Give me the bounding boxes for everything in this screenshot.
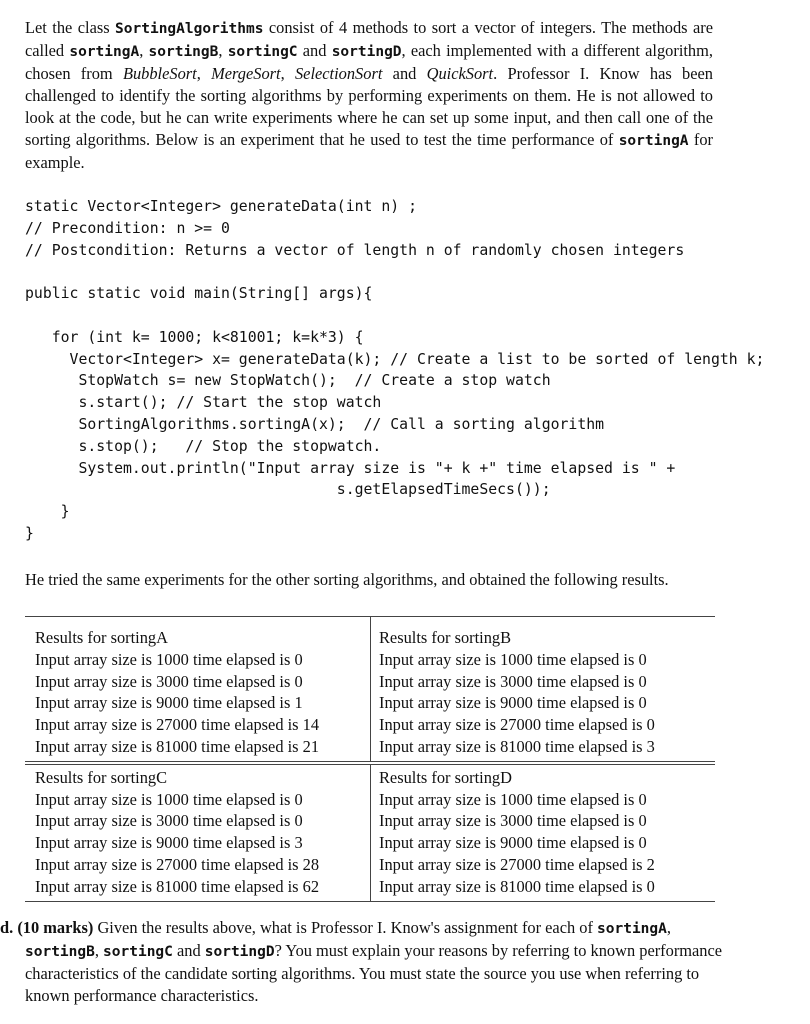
results-cell-sortingD [370, 765, 715, 901]
result-line: Input array size is 81000 time elapsed is 0 [379, 876, 655, 896]
code-line [25, 305, 764, 327]
result-line: Input array size is 27000 time elapsed is 14 [35, 715, 320, 735]
code-line: System.out.println("Input array size is "+ k +" time elapsed is " + [25, 459, 676, 477]
code-line: // Precondition: n >= 0 [25, 219, 230, 237]
result-line: Input array size is 1000 time elapsed is 0 [35, 789, 303, 809]
method-name: sortingD [331, 44, 402, 60]
intro-text: , [139, 41, 149, 60]
code-listing [25, 196, 764, 545]
code-line: } [25, 503, 70, 521]
result-line: Input array size is 9000 time elapsed is 0 [379, 693, 647, 713]
method-name: sortingD [204, 944, 275, 960]
algorithm-name: BubbleSort [122, 64, 197, 83]
results-cell-sortingB [370, 617, 715, 761]
intro-text: for example. [25, 130, 713, 172]
result-line: Input array size is 9000 time elapsed is 0 [379, 833, 647, 853]
code-line: s.getElapsedTimeSecs()); [25, 481, 551, 499]
method-name: sortingB [148, 44, 219, 60]
question-text: Given the results above, what is Professor I. Know's assignment for each of [93, 918, 598, 937]
question-text: ? You must explain your reasons by referring to known performance characteristics of the candidate sorting algorithms. You must state the source you use when referring to known performance characteristics. [25, 941, 723, 1005]
result-line: Input array size is 1000 time elapsed is 0 [379, 789, 647, 809]
result-line: Input array size is 9000 time elapsed is 1 [35, 693, 303, 713]
code-line: s.start(); // Start the stop watch [25, 394, 382, 412]
method-name: sortingC [103, 944, 173, 960]
code-line: for (int k= 1000; k<81001; k=k*3) { [25, 328, 364, 346]
question-text: and [172, 941, 205, 960]
result-line: Input array size is 27000 time elapsed is 0 [379, 715, 655, 735]
method-name: sortingA [618, 133, 689, 149]
results-title: Results for sortingB [379, 628, 512, 647]
results-title: Results for sortingA [35, 628, 168, 647]
method-name: sortingA [597, 921, 667, 937]
question-text: , [94, 941, 104, 960]
result-line: Input array size is 27000 time elapsed is 2 [379, 854, 655, 874]
intro-text: and [297, 41, 332, 60]
code-line: Vector<Integer> x= generateData(k); // Create a list to be sorted of length k; [25, 350, 765, 368]
results-title: Results for sortingC [35, 767, 168, 787]
result-line: Input array size is 3000 time elapsed is 0 [35, 671, 303, 691]
results-table [25, 616, 715, 902]
results-row-bottom [25, 765, 715, 901]
code-line: } [25, 524, 34, 542]
algorithm-name: SelectionSort [294, 64, 383, 83]
result-line: Input array size is 81000 time elapsed is 3 [379, 736, 655, 756]
results-intro: He tried the same experiments for the other sorting algorithms, and obtained the following results. [25, 570, 669, 589]
intro-text: , each implemented with a different algorithm, chosen from [25, 41, 713, 83]
code-line: s.stop(); // Stop the stopwatch. [25, 437, 382, 455]
intro-text: Let the class [25, 18, 116, 37]
question-text: , [666, 918, 671, 937]
intro-paragraph [25, 17, 713, 174]
method-name: sortingB [25, 944, 95, 960]
code-line: public static void main(String[] args){ [25, 285, 373, 303]
intro-text: , [196, 64, 212, 83]
question-d [0, 917, 737, 1007]
algorithm-name: MergeSort [211, 64, 281, 83]
code-line: static Vector<Integer> generateData(int n) ; [25, 198, 417, 215]
result-line: Input array size is 81000 time elapsed is 62 [35, 876, 320, 896]
result-line: Input array size is 3000 time elapsed is 0 [379, 671, 647, 691]
intro-text: consist of 4 methods to sort a vector of integers. The methods are called [25, 18, 713, 60]
result-line: Input array size is 81000 time elapsed is 21 [35, 736, 320, 756]
question-label: d. [0, 918, 14, 937]
code-line: // Postcondition: Returns a vector of length n of randomly chosen integers [25, 241, 685, 259]
results-title: Results for sortingD [379, 767, 512, 787]
code-line: StopWatch s= new StopWatch(); // Create a stop watch [25, 372, 551, 390]
question-marks: (10 marks) [17, 918, 94, 937]
intro-text: . Professor I. Know has been challenged to identify the sorting algorithms by performing experiments on them. He is not allowed to look at the code, but he can write experiments where he can set up some input, and then call one of the sorting algorithms. Below is an experiment that he used to test the time performance of [25, 64, 713, 149]
result-line: Input array size is 1000 time elapsed is 0 [35, 649, 303, 669]
result-line: Input array size is 27000 time elapsed is 28 [35, 854, 320, 874]
result-line: Input array size is 3000 time elapsed is 0 [35, 811, 303, 831]
intro-text: and [382, 64, 427, 83]
results-cell-sortingC [25, 765, 370, 901]
result-line: Input array size is 1000 time elapsed is 0 [379, 649, 647, 669]
result-line: Input array size is 3000 time elapsed is 0 [379, 811, 647, 831]
result-line: Input array size is 9000 time elapsed is 3 [35, 833, 303, 853]
intro-text: , [280, 64, 295, 83]
code-line [25, 261, 764, 283]
results-row-top [25, 617, 715, 761]
code-line: SortingAlgorithms.sortingA(x); // Call a sorting algorithm [25, 415, 605, 433]
method-name: sortingC [227, 44, 298, 60]
results-cell-sortingA [25, 617, 370, 761]
table-rule [25, 901, 715, 902]
method-name: sortingA [69, 44, 140, 60]
class-name: SortingAlgorithms [115, 21, 264, 37]
intro-text: , [218, 41, 228, 60]
algorithm-name: QuickSort [426, 64, 494, 83]
